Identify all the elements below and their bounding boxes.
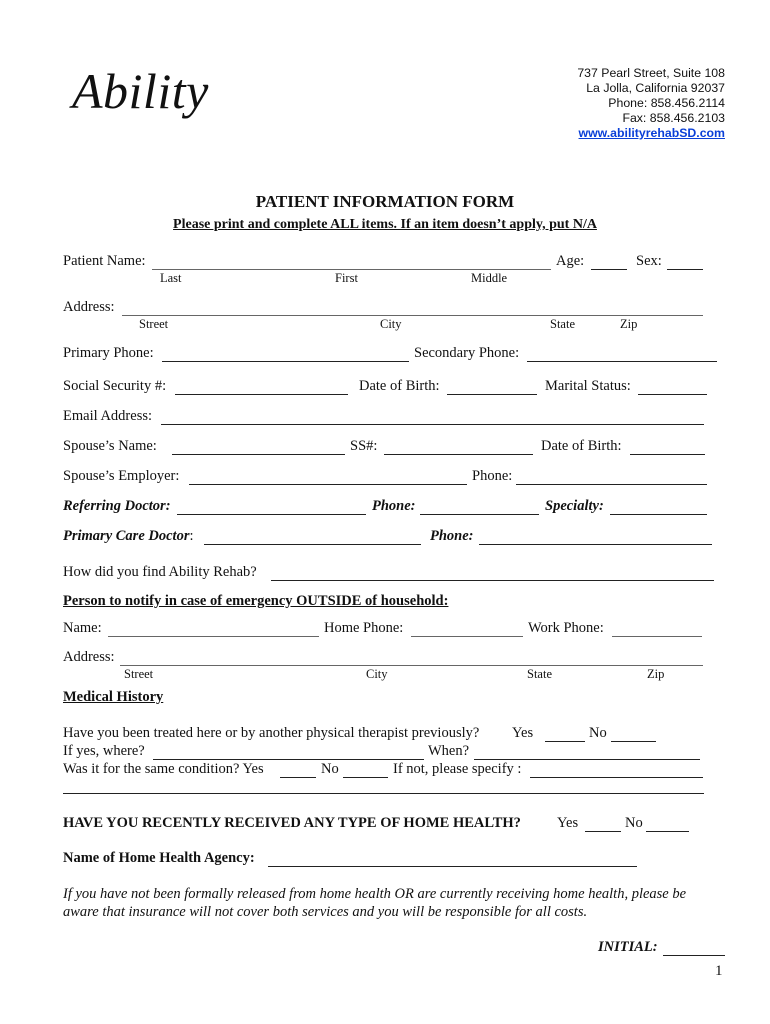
- age-field[interactable]: [591, 269, 627, 270]
- primary-phone-field[interactable]: [162, 361, 409, 362]
- home-health-no-label: No: [625, 815, 643, 831]
- spouse-ss-field[interactable]: [384, 454, 533, 455]
- address-state-caption: State: [550, 317, 575, 331]
- referring-phone-field[interactable]: [420, 514, 539, 515]
- dob-label: Date of Birth:: [359, 378, 440, 394]
- emergency-work-phone-label: Work Phone:: [528, 620, 604, 636]
- emergency-heading: Person to notify in case of emergency OUTSIDE of household:: [63, 593, 449, 609]
- emergency-address-field[interactable]: [120, 665, 703, 666]
- same-condition-label: Was it for the same condition? Yes: [63, 761, 264, 777]
- emergency-zip-caption: Zip: [647, 667, 665, 681]
- spouse-ss-label: SS#:: [350, 438, 378, 454]
- primary-care-phone-label: Phone:: [430, 528, 474, 544]
- clinic-fax: Fax: 858.456.2103: [622, 111, 725, 125]
- emergency-name-field[interactable]: [108, 636, 319, 637]
- primary-phone-label: Primary Phone:: [63, 345, 154, 361]
- ability-logo: Ability: [72, 63, 209, 119]
- emergency-work-phone-field[interactable]: [612, 636, 702, 637]
- clinic-phone: Phone: 858.456.2114: [608, 96, 725, 110]
- home-health-no-field[interactable]: [646, 831, 689, 832]
- age-label: Age:: [556, 253, 585, 269]
- agency-field[interactable]: [268, 866, 637, 867]
- found-field[interactable]: [271, 580, 714, 581]
- address-city-caption: City: [380, 317, 402, 331]
- specialty-field[interactable]: [610, 514, 707, 515]
- primary-care-label-wrap: [63, 528, 194, 545]
- found-label: How did you find Ability Rehab?: [63, 564, 257, 580]
- initial-field[interactable]: [663, 955, 725, 956]
- same-condition-yes-field[interactable]: [280, 777, 316, 778]
- treated-yes-field[interactable]: [545, 741, 585, 742]
- form-title: PATIENT INFORMATION FORM: [255, 192, 515, 211]
- spouse-name-field[interactable]: [172, 454, 345, 455]
- referring-doctor-label: Referring Doctor:: [63, 498, 171, 514]
- name-last-caption: Last: [160, 271, 182, 285]
- email-label: Email Address:: [63, 408, 153, 424]
- spouse-dob-label: Date of Birth:: [541, 438, 622, 454]
- primary-care-label: Primary Care Doctor: [63, 528, 190, 544]
- same-condition-no-label: No: [321, 761, 339, 777]
- ssn-label: Social Security #:: [63, 378, 167, 394]
- when-field[interactable]: [474, 759, 700, 760]
- address-line-1: 737 Pearl Street, Suite 108: [577, 66, 725, 80]
- specify-continuation-field[interactable]: [63, 793, 704, 794]
- treated-yes-label: Yes: [512, 725, 534, 741]
- emergency-home-phone-label: Home Phone:: [324, 620, 404, 636]
- name-first-caption: First: [335, 271, 358, 285]
- emergency-home-phone-field[interactable]: [411, 636, 523, 637]
- spouse-name-label: Spouse’s Name:: [63, 438, 157, 454]
- secondary-phone-field[interactable]: [527, 361, 717, 362]
- if-yes-where-label: If yes, where?: [63, 743, 145, 759]
- address-field[interactable]: [122, 315, 703, 316]
- primary-care-colon: :: [189, 528, 194, 544]
- address-street-caption: Street: [139, 317, 169, 331]
- if-not-specify-label: If not, please specify :: [393, 761, 522, 777]
- dob-field[interactable]: [447, 394, 537, 395]
- patient-name-label: Patient Name:: [63, 253, 146, 269]
- home-health-question: HAVE YOU RECENTLY RECEIVED ANY TYPE OF HOME HEALTH?: [63, 815, 521, 831]
- address-zip-caption: Zip: [620, 317, 638, 331]
- when-label: When?: [428, 743, 470, 759]
- marital-status-field[interactable]: [638, 394, 707, 395]
- page-number: 1: [715, 963, 723, 979]
- if-yes-where-field[interactable]: [153, 759, 424, 760]
- primary-care-phone-field[interactable]: [479, 544, 712, 545]
- if-not-specify-field[interactable]: [530, 777, 703, 778]
- emergency-city-caption: City: [366, 667, 388, 681]
- address-line-2: La Jolla, California 92037: [586, 81, 725, 95]
- spouse-employer-label: Spouse’s Employer:: [63, 468, 180, 484]
- name-middle-caption: Middle: [471, 271, 508, 285]
- sex-label: Sex:: [636, 253, 662, 269]
- sex-field[interactable]: [667, 269, 703, 270]
- treated-no-label: No: [589, 725, 607, 741]
- agency-label: Name of Home Health Agency:: [63, 850, 255, 866]
- ssn-field[interactable]: [175, 394, 348, 395]
- home-health-yes-field[interactable]: [585, 831, 621, 832]
- emergency-name-label: Name:: [63, 620, 102, 636]
- spouse-phone-field[interactable]: [516, 484, 707, 485]
- emergency-state-caption: State: [527, 667, 552, 681]
- treated-no-field[interactable]: [611, 741, 656, 742]
- insurance-disclaimer: If you have not been formally released from home health OR are currently receiving home health, please be aware that insurance will not cover both services and you will be responsible for all costs.: [63, 886, 687, 920]
- referring-phone-label: Phone:: [372, 498, 416, 514]
- primary-care-field[interactable]: [204, 544, 421, 545]
- secondary-phone-label: Secondary Phone:: [414, 345, 520, 361]
- same-condition-no-field[interactable]: [343, 777, 388, 778]
- medical-history-heading: Medical History: [63, 689, 164, 705]
- clinic-address: [577, 66, 725, 141]
- spouse-employer-field[interactable]: [189, 484, 467, 485]
- referring-doctor-field[interactable]: [177, 514, 366, 515]
- email-field[interactable]: [161, 424, 704, 425]
- emergency-street-caption: Street: [124, 667, 154, 681]
- form-instructions: Please print and complete ALL items. If an item doesn’t apply, put N/A: [173, 217, 597, 232]
- initial-label: INITIAL:: [598, 939, 658, 955]
- home-health-yes-label: Yes: [557, 815, 579, 831]
- patient-name-field[interactable]: [152, 269, 551, 270]
- emergency-address-label: Address:: [63, 649, 115, 665]
- website-link[interactable]: www.abilityrehabSD.com: [578, 126, 725, 140]
- spouse-dob-field[interactable]: [630, 454, 705, 455]
- address-label: Address:: [63, 299, 115, 315]
- spouse-phone-label: Phone:: [472, 468, 513, 484]
- marital-status-label: Marital Status:: [545, 378, 631, 394]
- treated-question: Have you been treated here or by another physical therapist previously?: [63, 725, 480, 741]
- specialty-label: Specialty:: [545, 498, 604, 514]
